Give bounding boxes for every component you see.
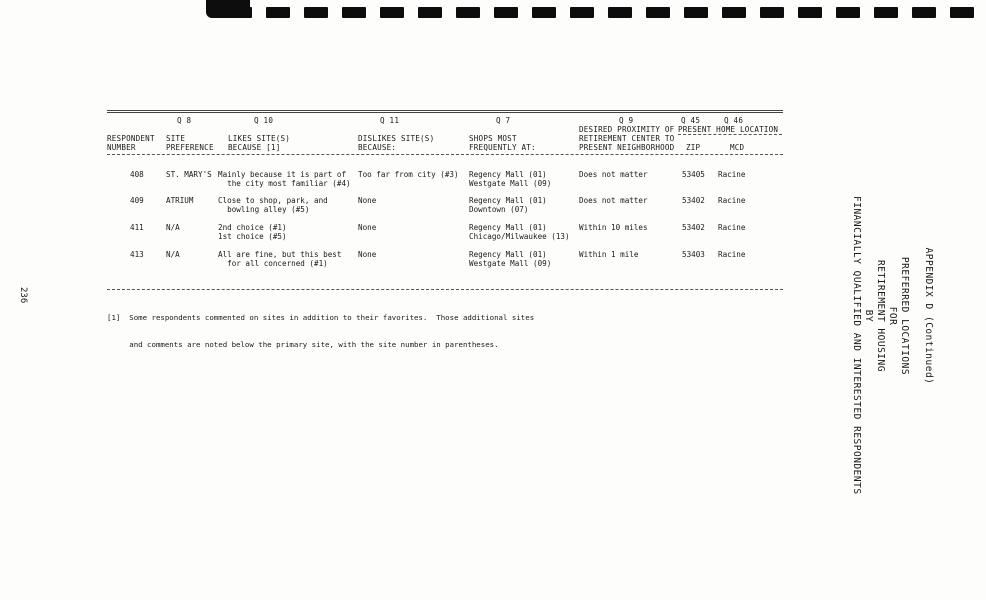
mcd: Racine [718, 196, 746, 205]
binding-hole [532, 7, 556, 18]
column-header-dislikes: BECAUSE: [358, 143, 397, 152]
binding-hole [950, 7, 974, 18]
question-number: Q 11 [380, 116, 400, 125]
binding-hole [494, 7, 518, 18]
shops-at: Chicago/Milwaukee (13) [469, 232, 570, 241]
binding-hole [228, 7, 252, 18]
shops-at: Regency Mall (01) [469, 170, 547, 179]
binding-hole [836, 7, 860, 18]
binding-hole [342, 7, 366, 18]
column-header-mcd: MCD [730, 143, 745, 152]
footnote-line: and comments are noted below the primary site, with the site number in parentheses. [107, 340, 499, 349]
respondent-number: 408 [130, 170, 144, 179]
dislikes-reason: Too far from city (#3) [358, 170, 459, 179]
footnote-line: [1] Some respondents commented on sites in addition to their favorites. Those additional sites [107, 313, 535, 322]
binding-hole [570, 7, 594, 18]
column-header-likes: LIKES SITE(S) [228, 134, 291, 143]
column-header-respondent: NUMBER [107, 143, 136, 152]
column-header-zip: ZIP [686, 143, 701, 152]
likes-reason: 1st choice (#5) [218, 232, 287, 241]
column-header-proximity: PRESENT NEIGHBORHOOD [579, 143, 675, 152]
mcd: Racine [718, 170, 746, 179]
title-line: BY [863, 309, 874, 323]
zip-code: 53403 [682, 250, 705, 259]
column-header-site: SITE [166, 134, 186, 143]
respondent-number: 413 [130, 250, 144, 259]
question-number: Q 46 [724, 116, 744, 125]
desired-proximity: Does not matter [579, 196, 648, 205]
likes-reason: 2nd choice (#1) [218, 223, 287, 232]
column-header-dislikes: DISLIKES SITE(S) [358, 134, 435, 143]
question-number: Q 10 [254, 116, 274, 125]
table-top-rule [107, 112, 783, 113]
title-line: FINANCIALLY QUALIFIED AND INTERESTED RESPONDENTS [851, 196, 862, 495]
shops-at: Downtown (07) [469, 205, 529, 214]
zip-code: 53402 [682, 223, 705, 232]
binding-hole [266, 7, 290, 18]
table-top-rule [107, 110, 783, 111]
site-preference: N/A [166, 223, 180, 232]
dislikes-reason: None [358, 196, 377, 205]
desired-proximity: Within 1 mile [579, 250, 639, 259]
column-header-present-home: PRESENT HOME LOCATION [678, 125, 779, 134]
mcd: Racine [718, 223, 746, 232]
shops-at: Regency Mall (01) [469, 223, 547, 232]
column-header-respondent: RESPONDENT [107, 134, 155, 143]
dislikes-reason: None [358, 250, 377, 259]
binding-hole [722, 7, 746, 18]
title-line: PREFERRED LOCATIONS [899, 256, 910, 376]
shops-at: Regency Mall (01) [469, 196, 547, 205]
column-header-shops: SHOPS MOST [469, 134, 517, 143]
likes-reason: bowling alley (#5) [218, 205, 310, 214]
site-preference: ATRIUM [166, 196, 194, 205]
column-header-proximity: RETIREMENT CENTER TO [579, 134, 675, 143]
title-line: RETIREMENT HOUSING [875, 260, 886, 372]
mcd: Racine [718, 250, 746, 259]
column-header-likes: BECAUSE [1] [228, 143, 281, 152]
dislikes-reason: None [358, 223, 377, 232]
binding-hole [798, 7, 822, 18]
appendix-title [850, 196, 934, 495]
header-bottom-rule [107, 154, 783, 155]
likes-reason: Mainly because it is part of [218, 170, 347, 179]
binding-hole [646, 7, 670, 18]
shops-at: Westgate Mall (09) [469, 259, 552, 268]
question-number: Q 8 [177, 116, 192, 125]
binding-hole [912, 7, 936, 18]
title-line: FOR [887, 306, 898, 326]
present-home-rule [678, 134, 782, 135]
desired-proximity: Does not matter [579, 170, 648, 179]
binding-hole [684, 7, 708, 18]
desired-proximity: Within 10 miles [579, 223, 648, 232]
zip-code: 53405 [682, 170, 705, 179]
table-bottom-rule [107, 289, 783, 290]
column-header-proximity: DESIRED PROXIMITY OF [579, 125, 675, 134]
respondent-number: 409 [130, 196, 144, 205]
title-line [910, 196, 922, 436]
zip-code: 53402 [682, 196, 705, 205]
title-line: APPENDIX D (Continued) [923, 247, 934, 385]
footnote [107, 295, 534, 358]
question-number: Q 45 [681, 116, 701, 125]
shops-at: Westgate Mall (09) [469, 179, 552, 188]
binding-hole [456, 7, 480, 18]
column-header-site: PREFERENCE [166, 143, 214, 152]
binding-hole [304, 7, 328, 18]
binding-hole [760, 7, 784, 18]
site-preference: N/A [166, 250, 180, 259]
likes-reason: for all concerned (#1) [218, 259, 328, 268]
binding-hole [608, 7, 632, 18]
binding-holes [0, 0, 986, 22]
binding-hole [380, 7, 404, 18]
binding-hole [418, 7, 442, 18]
likes-reason: the city most familiar (#4) [218, 179, 351, 188]
likes-reason: Close to shop, park, and [218, 196, 328, 205]
site-preference: ST. MARY'S [166, 170, 212, 179]
question-number: Q 7 [496, 116, 511, 125]
question-number: Q 9 [619, 116, 634, 125]
likes-reason: All are fine, but this best [218, 250, 342, 259]
binding-hole [874, 7, 898, 18]
page-number: 236 [18, 287, 28, 304]
shops-at: Regency Mall (01) [469, 250, 547, 259]
respondent-number: 411 [130, 223, 144, 232]
column-header-shops: FREQUENTLY AT: [469, 143, 536, 152]
